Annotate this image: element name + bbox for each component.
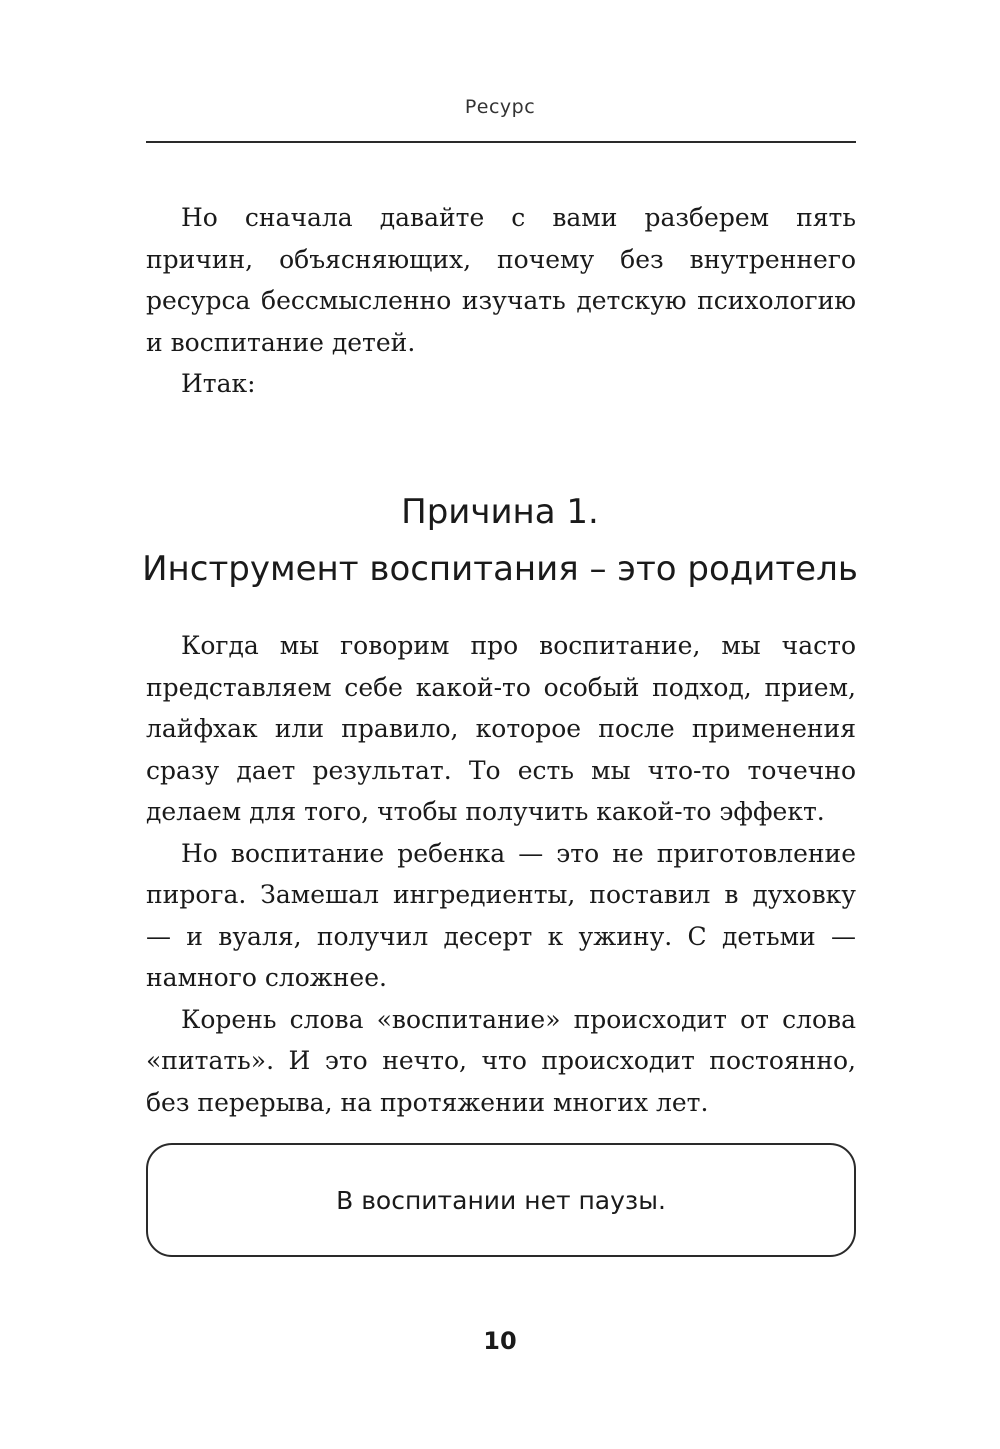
section-heading (120, 484, 880, 598)
intro-text (146, 197, 856, 405)
section-heading-line1: Причина 1. (401, 492, 599, 532)
intro-paragraph-itak: Итак: (181, 369, 256, 398)
running-header: Ресурс (464, 96, 536, 118)
intro-paragraph: Но сначала давайте с вами разберем пять причин, объясняющих, почему без внутреннего ресурса бессмысленно изучать детскую психологию и воспитание детей. (146, 203, 856, 357)
section-body (146, 625, 856, 1123)
section-heading-line2: Инструмент воспитания – это родитель (142, 549, 858, 589)
page-number: 10 (483, 1327, 517, 1355)
header-divider (146, 141, 856, 143)
section-paragraph-1: Когда мы говорим про воспитание, мы часто представляем себе какой-то особый подход, прием, лайфхак или правило, которое после применения сразу дает результат. То есть мы что-то точечно делаем для того, чтобы получить какой-то эффект. (146, 631, 856, 826)
callout-text: В воспитании нет паузы. (336, 1185, 666, 1215)
section-paragraph-2: Но воспитание ребенка — это не приготовление пирога. Замешал ингредиенты, поставил в духовку — и вуаля, получил десерт к ужину. С детьми — намного сложнее. (146, 838, 856, 992)
section-paragraph-3: Корень слова «воспитание» происходит от слова «питать». И это нечто, что происходит постоянно, без перерыва, на протяжении многих лет. (146, 1004, 856, 1117)
callout-box (146, 1143, 856, 1257)
